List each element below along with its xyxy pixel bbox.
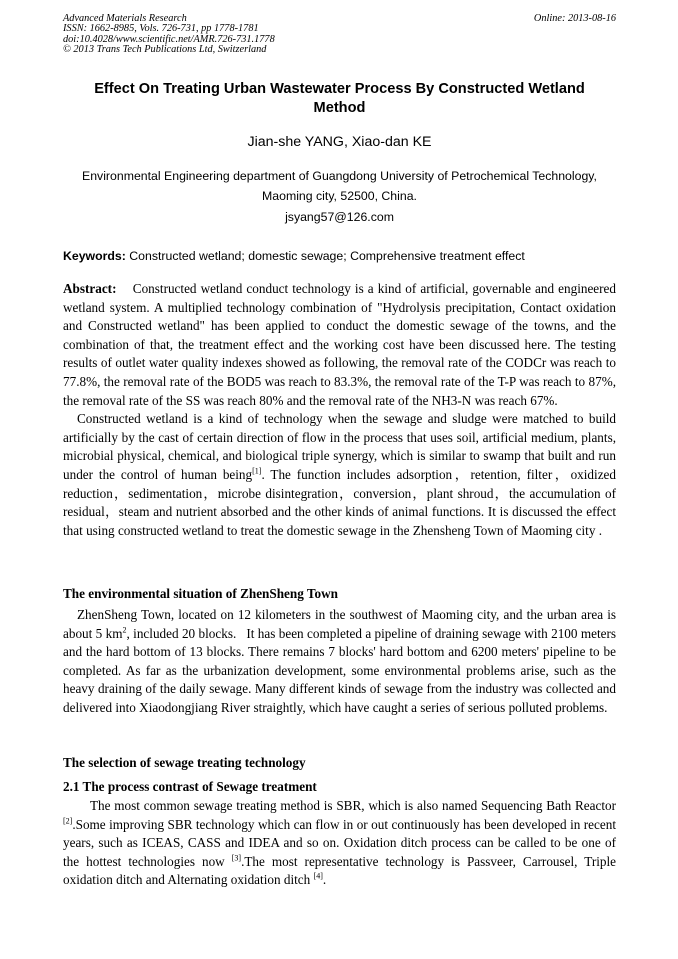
citation-ref-1: [1] <box>252 466 262 476</box>
keywords-list: Constructed wetland; domestic sewage; Comprehensive treatment effect <box>129 249 525 263</box>
keywords-line <box>63 247 616 265</box>
citation-ref-2: [2] <box>63 816 73 826</box>
paper-title <box>63 80 616 118</box>
technology-text-3: .The most representative technology is Passveer, Carrousel, Triple oxidation ditch and Alternating oxidation ditch <box>63 853 617 888</box>
environment-paragraph <box>63 606 616 718</box>
abstract-text: Constructed wetland conduct technology is a kind of artificial, governable and engineered wetland system. A multiplied technology combination of "Hydrolysis precipitation, Contact oxidation and Constructed wetland" has been applied to conduct the domestic sewage of the towns, and the combination of that, the treatment effect and the working cost have been discussed here. The testing results of outlet water quality indexes showed as following, the removal rate of the CODCr was reach to 77.8%, the removal rate of the BOD5 was reach to 83.3%, the removal rate of the T-P was reach to 87%, the removal rate of the SS was reach 80% and the removal rate of the NH3-N was reach 67%. <box>63 281 617 408</box>
journal-doi[interactable]: doi:10.4028/www.scientific.net/AMR.726-731.1778 <box>63 33 275 45</box>
technology-text-2: .Some improving SBR technology which can flow in or out continuously has been developed in recent years, such as ICEAS, CASS and IDEA and so on. Oxidation ditch process can be called to be one of the hottest technologies now <box>63 816 616 869</box>
section-technology-body <box>63 797 616 890</box>
author-email[interactable]: jsyang57@126.com <box>285 210 394 224</box>
paper-authors: Jian-she YANG, Xiao-dan KE <box>247 134 432 150</box>
abstract-block <box>63 280 616 540</box>
abstract-label: Abstract: <box>63 281 117 296</box>
technology-paragraph <box>63 797 616 890</box>
environment-text-2: , included 20 blocks. It has been completed a pipeline of draining sewage with 2100 meters and the hard bottom of 13 blocks. There remains 7 blocks' hard bottom and 6200 meters' pipeline to be completed. As far as the urbanization development, some environmental problems arise, such as the heavy draining of the daily sewage. Many different kinds of sewage from the industry was collected and delivered into Xiaodongjiang River straightly, which have caught a series of serious polluted problems. <box>63 625 616 715</box>
keywords-label: Keywords: <box>63 249 126 263</box>
journal-name: Advanced Materials Research <box>63 13 187 24</box>
journal-copyright: © 2013 Trans Tech Publications Ltd, Switzerland <box>63 44 267 56</box>
online-date: Online: 2013-08-16 <box>533 13 616 24</box>
citation-ref-4: [4] <box>313 871 323 881</box>
abstract-paragraph <box>63 280 616 410</box>
intro-text-2: . The function includes adsorption，retention, filter，oxidized reduction，sedimentation，microbe disintegration，conversion，plant shroud，the accumulation of residual，steam and nutrient absorbed and the other kinds of animal functions. It is discussed the effect that using constructed wetland to treat the domestic sewage in the Zhensheng Town of Maoming city . <box>63 466 616 538</box>
subsection-heading-process-contrast: 2.1 The process contrast of Sewage treatment <box>63 779 317 794</box>
technology-text-1: The most common sewage treating method is SBR, which is also named Sequencing Bath Reactor <box>90 798 616 813</box>
author-affiliation <box>63 166 616 206</box>
affiliation-line-1: Environmental Engineering department of Guangdong University of Petrochemical Technology, <box>82 169 597 183</box>
section-environment-body <box>63 606 616 718</box>
section-heading-technology: The selection of sewage treating technology <box>63 755 306 770</box>
journal-issn: ISSN: 1662-8985, Vols. 726-731, pp 1778-1781 <box>63 23 259 35</box>
section-heading-environment: The environmental situation of ZhenSheng Town <box>63 586 338 601</box>
technology-text-4: . <box>322 872 327 888</box>
citation-ref-3: [3] <box>231 853 242 863</box>
superscript-2: 2 <box>122 625 127 635</box>
intro-paragraph <box>63 410 616 540</box>
intro-text-1: Constructed wetland is a kind of technology when the sewage and sludge were matched to build artificially by the cast of certain direction of flow in the process that uses soil, artificial medium, plants, microbial physical, chemical, and biological triple synergy, which is similar to swamp that built and run under the control of human being <box>63 411 616 482</box>
title-line-2: Method <box>313 100 366 116</box>
affiliation-line-2: Maoming city, 52500, China. <box>262 189 417 203</box>
journal-header <box>63 14 616 56</box>
title-line-1: Effect On Treating Urban Wastewater Process By Constructed Wetland <box>94 81 585 97</box>
environment-text-1: ZhenSheng Town, located on 12 kilometers in the southwest of Maoming city, and the urban area is about 5 km <box>63 607 616 641</box>
